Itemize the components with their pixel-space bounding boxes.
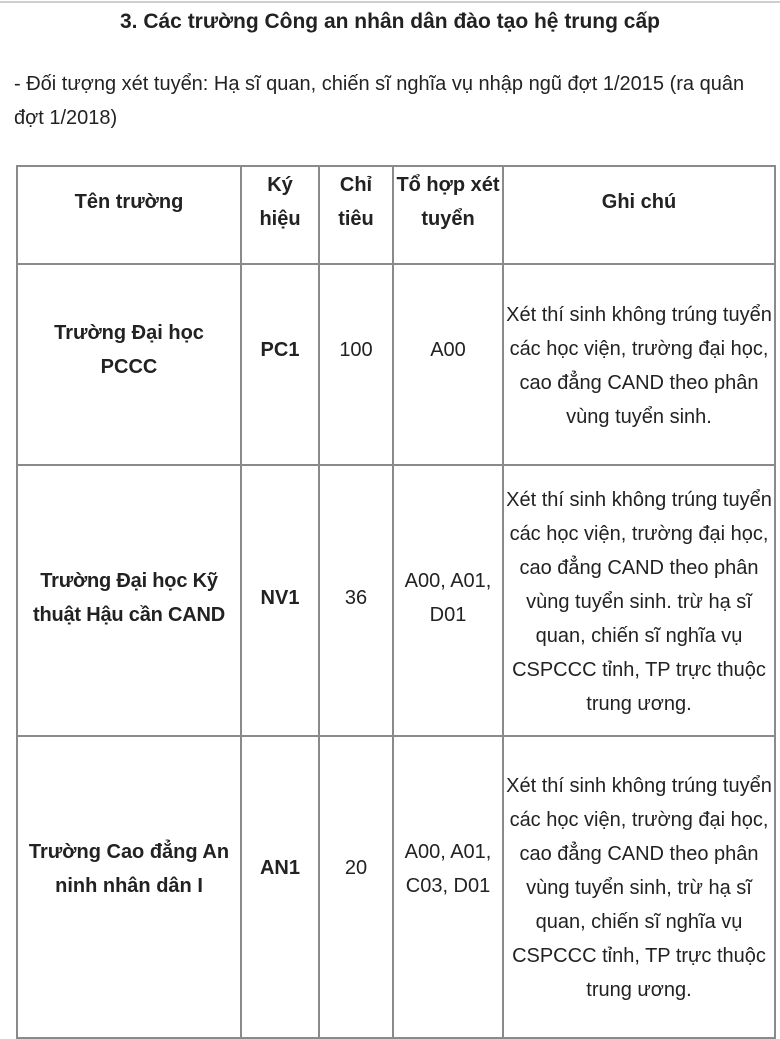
note-cell: Xét thí sinh không trúng tuyển các học viện, trường đại học, cao đẳng CAND theo phân vùng tuyển sinh. [503, 264, 775, 465]
school-code-cell: PC1 [241, 264, 319, 465]
school-code-cell: AN1 [241, 736, 319, 1038]
combination-cell: A00, A01, D01 [393, 465, 503, 736]
header-code: Ký hiệu [241, 166, 319, 264]
table-row [17, 736, 775, 1038]
section-title: 3. Các trường Công an nhân dân đào tạo hệ trung cấp [119, 10, 660, 33]
table-row [17, 264, 775, 465]
school-name-cell: Trường Đại học PCCC [17, 264, 241, 465]
quota-cell: 36 [319, 465, 393, 736]
header-note: Ghi chú [503, 166, 775, 264]
header-quota: Chỉ tiêu [319, 166, 393, 264]
table-header-row [17, 166, 775, 264]
header-combination: Tổ hợp xét tuyển [393, 166, 503, 264]
admission-subject-text: - Đối tượng xét tuyển: Hạ sĩ quan, chiến sĩ nghĩa vụ nhập ngũ đợt 1/2015 (ra quân đợt 1/2018) [14, 73, 745, 129]
school-name-cell: Trường Cao đẳng An ninh nhân dân I [17, 736, 241, 1038]
note-cell: Xét thí sinh không trúng tuyển các học viện, trường đại học, cao đẳng CAND theo phân vùng tuyển sinh. trừ hạ sĩ quan, chiến sĩ nghĩa vụ CSPCCC tỉnh, TP trực thuộc trung ương. [503, 465, 775, 736]
note-cell: Xét thí sinh không trúng tuyển các học viện, trường đại học, cao đẳng CAND theo phân vùng tuyển sinh, trừ hạ sĩ quan, chiến sĩ nghĩa vụ CSPCCC tỉnh, TP trực thuộc trung ương. [503, 736, 775, 1038]
header-school-name: Tên trường [17, 166, 241, 264]
table-row [17, 465, 775, 736]
combination-cell: A00, A01, C03, D01 [393, 736, 503, 1038]
top-divider [0, 1, 780, 3]
admissions-table [16, 165, 776, 1039]
quota-cell: 20 [319, 736, 393, 1038]
school-code-cell: NV1 [241, 465, 319, 736]
quota-cell: 100 [319, 264, 393, 465]
school-name-cell: Trường Đại học Kỹ thuật Hậu cần CAND [17, 465, 241, 736]
combination-cell: A00 [393, 264, 503, 465]
